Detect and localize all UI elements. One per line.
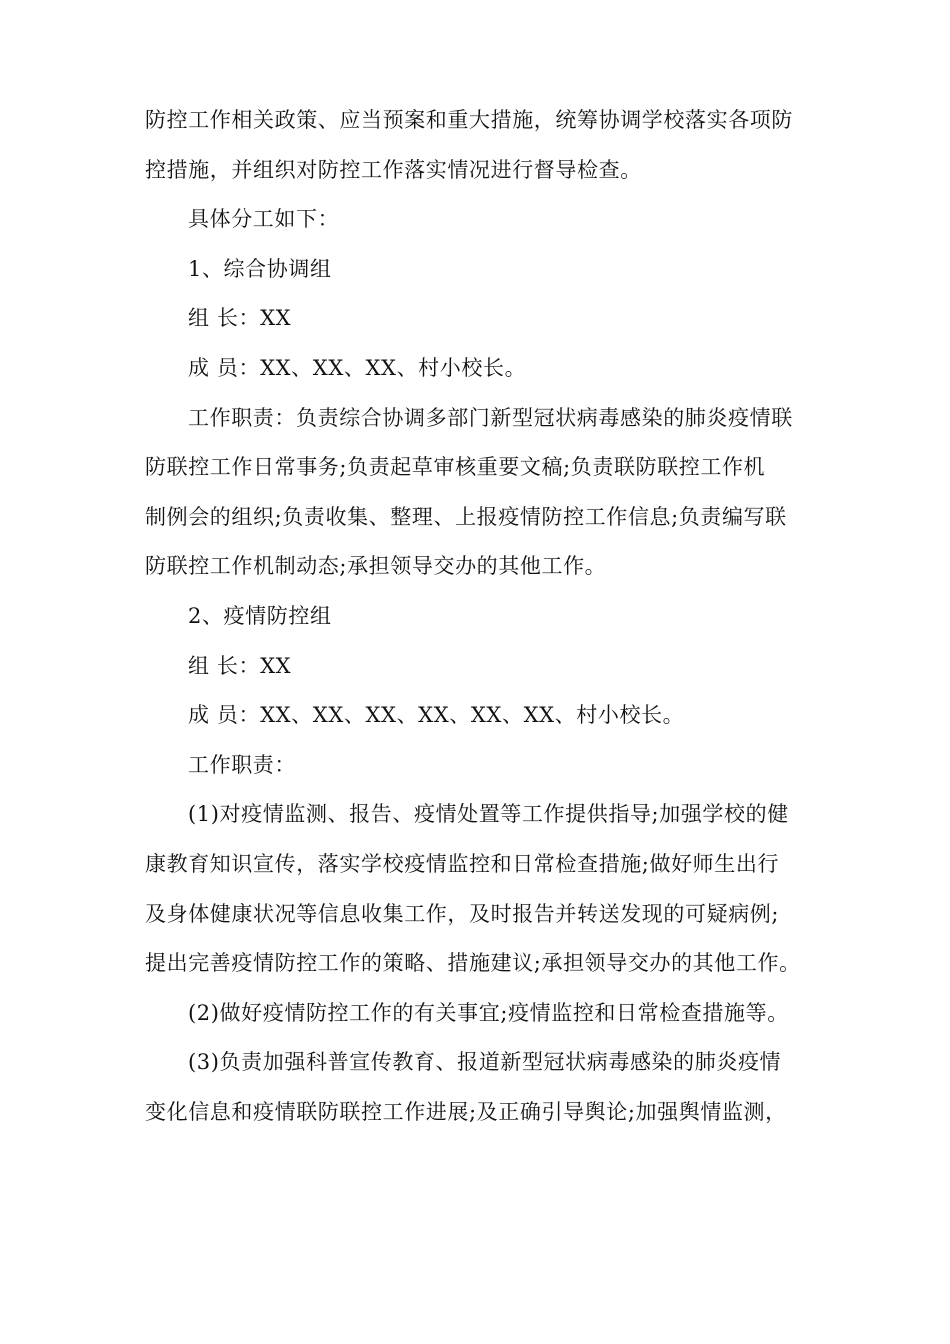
text-line: 防控工作相关政策、应当预案和重大措施，统筹协调学校落实各项防 [145, 108, 793, 132]
text-line: 及身体健康状况等信息收集工作，及时报告并转送发现的可疑病例; [145, 901, 780, 926]
document-body [145, 96, 815, 1137]
text-line: 工作职责： [188, 752, 296, 777]
text-line: 康教育知识宣传，落实学校疫情监控和日常检查措施;做好师生出行 [145, 851, 780, 876]
text-line: (3)负责加强科普宣传教育、报道新型冠状病毒感染的肺炎疫情 [188, 1050, 782, 1075]
text-line: 成 员：XX、XX、XX、村小校长。 [188, 355, 527, 380]
text-line: 工作职责：负责综合协调多部门新型冠状病毒感染的肺炎疫情联 [188, 405, 793, 430]
text-line: 变化信息和疫情联防联控工作进展;及正确引导舆论;加强舆情监测， [145, 1099, 787, 1124]
text-line: 控措施，并组织对防控工作落实情况进行督导检查。 [145, 157, 642, 182]
section-heading: 2、疫情防控组 [188, 603, 332, 628]
text-line: (1)对疫情监测、报告、疫情处置等工作提供指导;加强学校的健 [188, 802, 789, 827]
text-line: 组 长：XX [188, 653, 292, 678]
text-line: 组 长：XX [188, 306, 292, 331]
text-line: 防联控工作机制动态;承担领导交办的其他工作。 [145, 554, 607, 579]
text-line: 提出完善疫情防控工作的策略、措施建议;承担领导交办的其他工作。 [145, 951, 801, 976]
text-line: 成 员：XX、XX、XX、XX、XX、XX、村小校长。 [188, 703, 685, 728]
text-line: 防联控工作日常事务;负责起草审核重要文稿;负责联防联控工作机 [145, 455, 766, 480]
text-line: 具体分工如下： [188, 207, 340, 232]
text-line: (2)做好疫情防控工作的有关事宜;疫情监控和日常检查措施等。 [188, 1000, 789, 1025]
text-line: 制例会的组织;负责收集、整理、上报疫情防控工作信息;负责编写联 [145, 504, 787, 529]
section-heading: 1、综合协调组 [188, 256, 332, 281]
